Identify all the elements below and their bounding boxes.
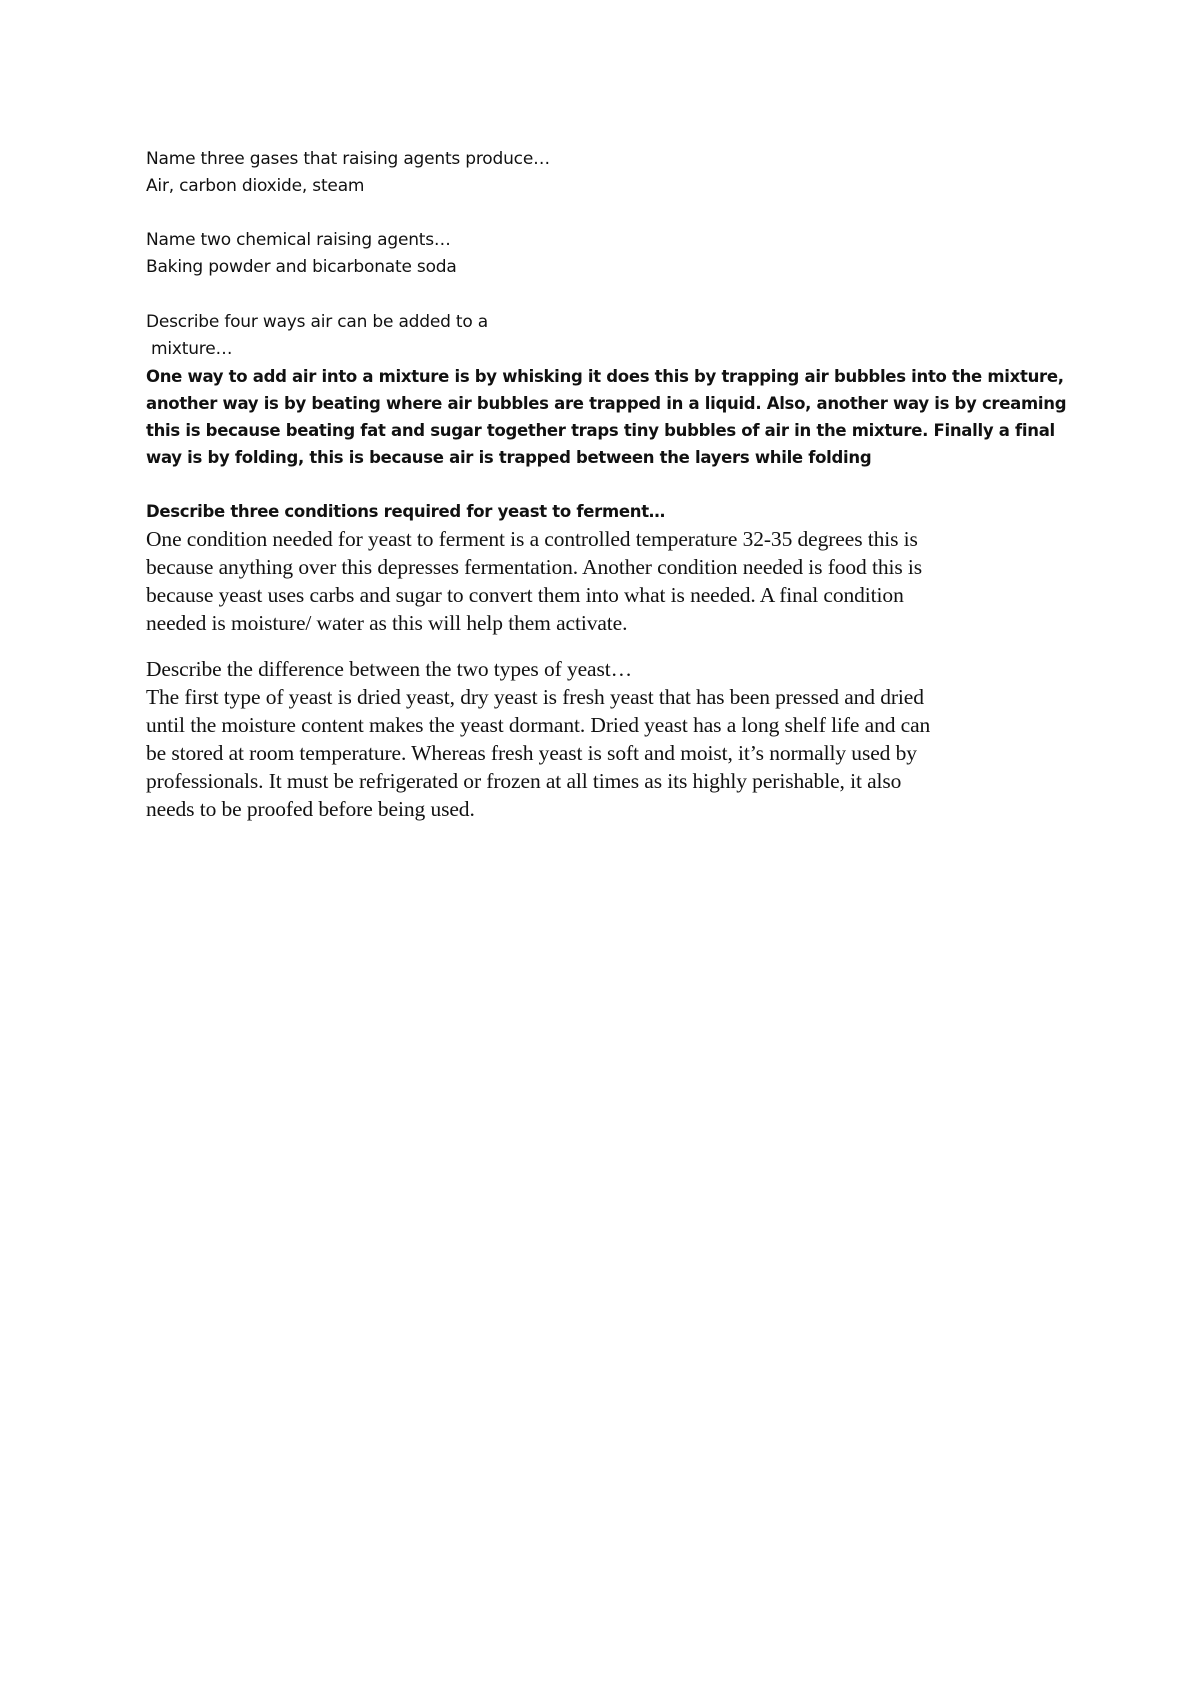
answer-4-line: needed is moisture/ water as this will help them activate. [146,611,628,635]
spacer [146,637,1086,655]
answer-5-line: be stored at room temperature. Whereas fresh yeast is soft and moist, it’s normally used by [146,741,917,765]
question-2: Name two chemical raising agents… [146,230,451,250]
question-5: Describe the difference between the two types of yeast… [146,657,633,681]
answer-3-line: One way to add air into a mixture is by whisking it does this by trapping air bubbles into the mixture, [146,367,1064,386]
answer-4-line: because anything over this depresses fermentation. Another condition needed is food this is [146,555,923,579]
answer-3-line: this is because beating fat and sugar together traps tiny bubbles of air in the mixture. Finally a final [146,421,1055,440]
answer-3-line: way is by folding, this is because air is trapped between the layers while folding [146,448,872,467]
answer-4-line: One condition needed for yeast to ferment is a controlled temperature 32-35 degrees this is [146,527,918,551]
answer-5 [146,683,1086,823]
spacer [146,200,1086,227]
question-3-line-2: mixture… [151,339,233,359]
answer-5-line: The first type of yeast is dried yeast, dry yeast is fresh yeast that has been pressed and dried [146,685,924,709]
answer-1: Air, carbon dioxide, steam [146,176,365,196]
answer-3-line: another way is by beating where air bubbles are trapped in a liquid. Also, another way is by creaming [146,394,1067,413]
document-content [146,146,1086,823]
answer-3 [146,363,1086,471]
spacer [146,471,1086,498]
answer-4-line: because yeast uses carbs and sugar to convert them into what is needed. A final condition [146,583,904,607]
answer-4 [146,525,1086,637]
answer-5-line: professionals. It must be refrigerated or frozen at all times as its highly perishable, it also [146,769,902,793]
question-3-line-1: Describe four ways air can be added to a [146,312,488,332]
spacer [146,281,1086,309]
question-1: Name three gases that raising agents produce… [146,149,550,169]
answer-2: Baking powder and bicarbonate soda [146,257,457,277]
answer-5-line: until the moisture content makes the yeast dormant. Dried yeast has a long shelf life and can [146,713,931,737]
answer-5-line: needs to be proofed before being used. [146,797,475,821]
question-4: Describe three conditions required for yeast to ferment… [146,502,665,521]
